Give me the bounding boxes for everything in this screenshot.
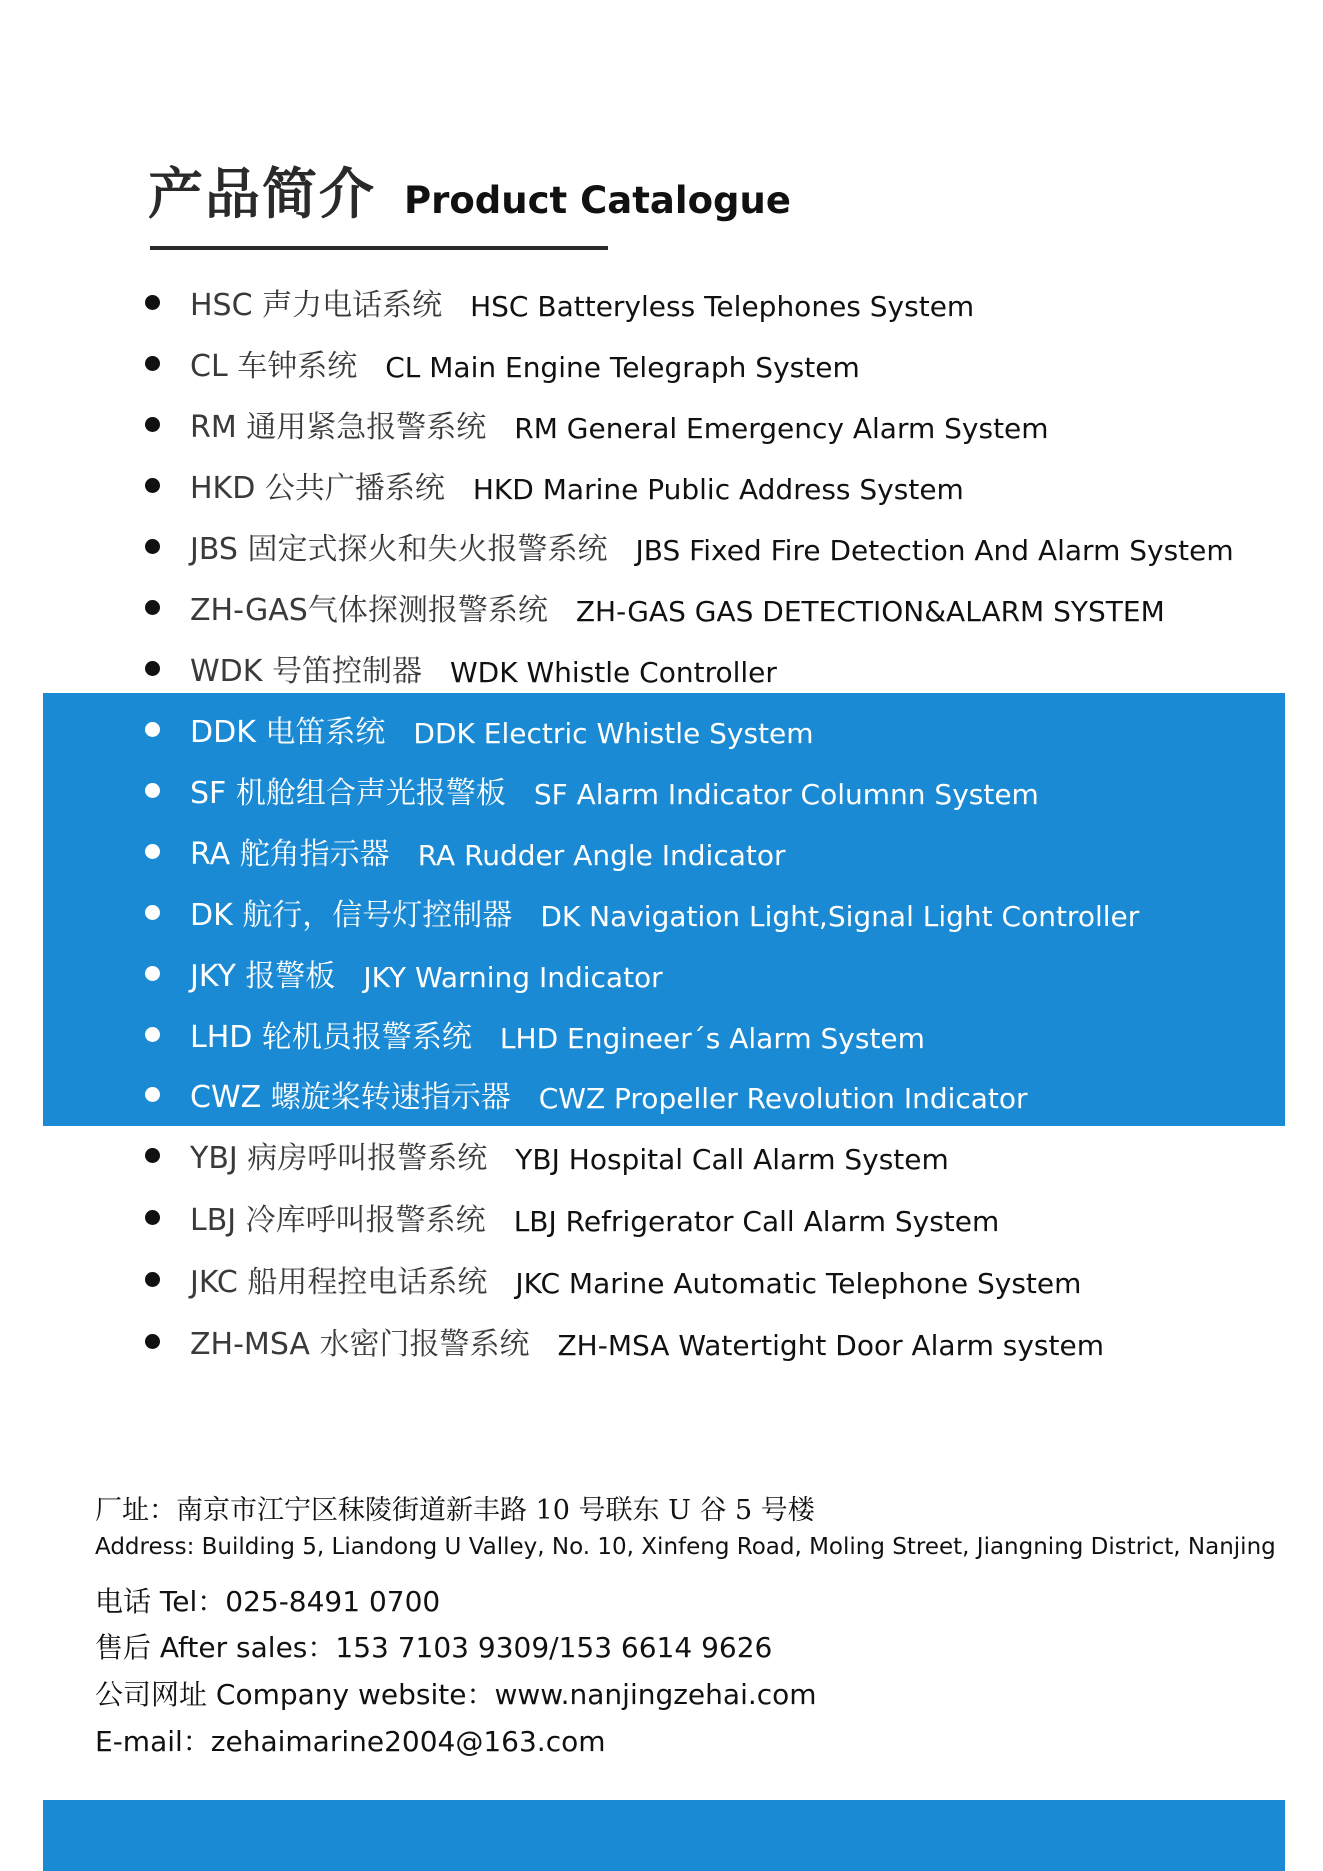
bullet-icon bbox=[145, 722, 160, 737]
list-item bbox=[145, 951, 663, 995]
item-name-cn: RM 通用紧急报警系统 bbox=[190, 410, 487, 445]
item-name-en: DK Navigation Light,Signal Light Controller bbox=[540, 899, 1140, 933]
bullet-icon bbox=[145, 1272, 160, 1287]
item-name-cn: YBJ 病房呼叫报警系统 bbox=[190, 1141, 488, 1176]
item-name-cn: HKD 公共广播系统 bbox=[190, 471, 445, 506]
item-name-en: WDK Whistle Controller bbox=[449, 655, 777, 689]
item-name-cn: CL 车钟系统 bbox=[190, 349, 358, 384]
email: E-mail：zehaimarine2004@163.com bbox=[95, 1725, 606, 1758]
item-name-en: JKY Warning Indicator bbox=[363, 960, 663, 994]
list-item bbox=[145, 280, 974, 324]
list-item bbox=[145, 524, 1234, 568]
page-title bbox=[148, 150, 791, 229]
bullet-icon bbox=[145, 600, 160, 615]
item-name-cn: JKC 船用程控电话系统 bbox=[190, 1265, 488, 1300]
list-item bbox=[145, 1072, 1028, 1116]
bullet-icon bbox=[145, 1334, 160, 1349]
item-name-en: CWZ Propeller Revolution Indicator bbox=[538, 1081, 1028, 1115]
bullet-icon bbox=[145, 1087, 160, 1102]
bullet-icon bbox=[145, 966, 160, 981]
item-name-en: JBS Fixed Fire Detection And Alarm System bbox=[635, 533, 1234, 567]
list-item bbox=[145, 829, 786, 873]
bullet-icon bbox=[145, 905, 160, 920]
list-item bbox=[145, 341, 860, 385]
item-name-cn: JBS 固定式探火和失火报警系统 bbox=[190, 532, 608, 567]
bullet-icon bbox=[145, 417, 160, 432]
list-item bbox=[145, 1257, 1081, 1301]
item-name-cn: LHD 轮机员报警系统 bbox=[190, 1020, 472, 1055]
item-name-en: CL Main Engine Telegraph System bbox=[385, 350, 860, 384]
bullet-icon bbox=[145, 539, 160, 554]
bullet-icon bbox=[145, 1148, 160, 1163]
item-name-en: JKC Marine Automatic Telephone System bbox=[515, 1266, 1082, 1300]
list-item bbox=[145, 646, 777, 690]
item-name-en: ZH-MSA Watertight Door Alarm system bbox=[557, 1328, 1105, 1362]
list-item bbox=[145, 890, 1139, 934]
bullet-icon bbox=[145, 1210, 160, 1225]
bullet-icon bbox=[145, 783, 160, 798]
address-en: Address: Building 5, Liandong U Valley, No. 10, Xinfeng Road, Moling Street, Jiangning District, Nanjing bbox=[95, 1534, 1276, 1560]
item-name-en: DDK Electric Whistle System bbox=[413, 716, 814, 750]
item-name-en: LBJ Refrigerator Call Alarm System bbox=[513, 1204, 1000, 1238]
item-name-cn: ZH-GAS气体探测报警系统 bbox=[190, 593, 548, 628]
list-item bbox=[145, 1195, 999, 1239]
item-name-cn: DK 航行，信号灯控制器 bbox=[190, 898, 513, 933]
list-item bbox=[145, 707, 814, 751]
item-name-en: SF Alarm Indicator Columnn System bbox=[533, 777, 1039, 811]
item-name-en: RA Rudder Angle Indicator bbox=[417, 838, 786, 872]
address-cn: 厂址：南京市江宁区秣陵街道新丰路 10 号联东 U 谷 5 号楼 bbox=[95, 1495, 815, 1526]
bullet-icon bbox=[145, 295, 160, 310]
bullet-icon bbox=[145, 661, 160, 676]
title-chinese: 产品简介 bbox=[148, 162, 377, 226]
item-name-cn: HSC 声力电话系统 bbox=[190, 288, 443, 323]
title-english: Product Catalogue bbox=[404, 179, 791, 222]
list-item bbox=[145, 1319, 1104, 1363]
bullet-icon bbox=[145, 1027, 160, 1042]
item-name-en: RM General Emergency Alarm System bbox=[514, 411, 1049, 445]
title-underline bbox=[150, 246, 608, 250]
list-item bbox=[145, 463, 964, 507]
bullet-icon bbox=[145, 478, 160, 493]
telephone: 电话 Tel：025-8491 0700 bbox=[95, 1585, 441, 1618]
item-name-en: LHD Engineer´s Alarm System bbox=[499, 1021, 925, 1055]
company-website: 公司网址 Company website：www.nanjingzehai.com bbox=[95, 1678, 817, 1711]
item-name-cn: ZH-MSA 水密门报警系统 bbox=[190, 1327, 530, 1362]
list-item bbox=[145, 402, 1049, 446]
item-name-en: YBJ Hospital Call Alarm System bbox=[515, 1142, 949, 1176]
item-name-cn: LBJ 冷库呼叫报警系统 bbox=[190, 1203, 486, 1238]
bullet-icon bbox=[145, 356, 160, 371]
item-name-en: HKD Marine Public Address System bbox=[472, 472, 964, 506]
bottom-bar bbox=[43, 1800, 1285, 1871]
list-item bbox=[145, 585, 1165, 629]
item-name-cn: DDK 电笛系统 bbox=[190, 715, 386, 750]
list-item bbox=[145, 768, 1039, 812]
item-name-cn: RA 舵角指示器 bbox=[190, 837, 390, 872]
after-sales: 售后 After sales：153 7103 9309/153 6614 9626 bbox=[95, 1631, 773, 1664]
bullet-icon bbox=[145, 844, 160, 859]
item-name-cn: JKY 报警板 bbox=[190, 959, 336, 994]
item-name-cn: CWZ 螺旋桨转速指示器 bbox=[190, 1080, 511, 1115]
item-name-cn: WDK 号笛控制器 bbox=[190, 654, 422, 689]
item-name-en: HSC Batteryless Telephones System bbox=[470, 289, 975, 323]
item-name-en: ZH-GAS GAS DETECTION&ALARM SYSTEM bbox=[575, 594, 1165, 628]
list-item bbox=[145, 1133, 949, 1177]
item-name-cn: SF 机舱组合声光报警板 bbox=[190, 776, 506, 811]
list-item bbox=[145, 1012, 925, 1056]
